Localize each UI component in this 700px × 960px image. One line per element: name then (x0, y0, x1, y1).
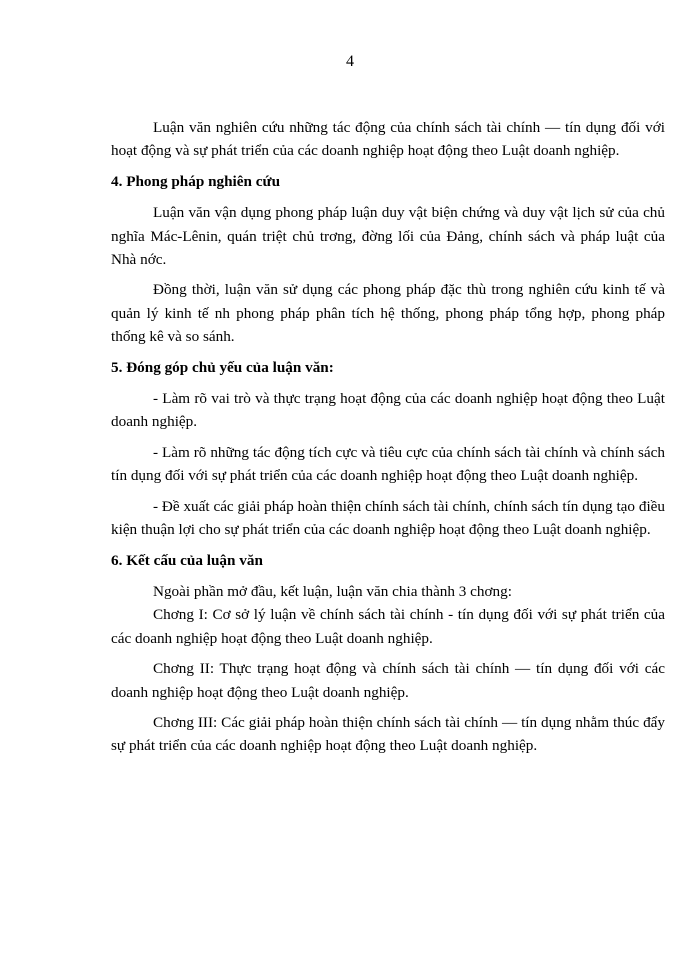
structure-intro: Ngoài phần mở đầu, kết luận, luận văn chia thành 3 chơng: (153, 582, 512, 600)
section-4-paragraph: Đồng thời, luận văn sử dụng các phong pháp đặc thù trong nghiên cứu kinh tế và quản lý kinh tế nh phong pháp phân tích hệ thống, phong pháp tổng hợp, phong pháp thống kê và so sánh. (111, 281, 665, 346)
section-4-heading: 4. Phong pháp nghiên cứu (111, 172, 281, 190)
chapter-item: Chơng II: Thực trạng hoạt động và chính sách tài chính — tín dụng đối với các doanh nghiệp hoạt động theo Luật doanh nghiệp. (111, 660, 665, 701)
contribution-item: - Đề xuất các giải pháp hoàn thiện chính sách tài chính, chính sách tín dụng tạo điều kiện thuận lợi cho sự phát triển của các doanh nghiệp hoạt động theo Luật doanh nghiệp. (111, 497, 665, 539)
contribution-item: - Làm rõ những tác động tích cực và tiêu cực của chính sách tài chính và chính sách tín dụng đối với sự phát triển của các doanh nghiệp hoạt động theo Luật doanh nghiệp. (111, 443, 665, 485)
page-content (111, 116, 665, 765)
intro-paragraph: Luận văn nghiên cứu những tác động của chính sách tài chính — tín dụng đối với hoạt động và sự phát triển của các doanh nghiệp hoạt động theo Luật doanh nghiệp. (111, 119, 665, 160)
section-4-paragraph: Luận văn vận dụng phong pháp luận duy vật biện chứng và duy vật lịch sử của chủ nghĩa Mác-Lênin, quán triệt chủ trơng, đờng lối của Đảng, chính sách và pháp luật của Nhà nớc. (111, 204, 665, 269)
chapter-item: Chơng I: Cơ sở lý luận về chính sách tài chính - tín dụng đối với sự phát triển của các doanh nghiệp hoạt động theo Luật doanh nghiệp. (111, 606, 665, 647)
section-6-heading: 6. Kết cấu của luận văn (111, 551, 263, 569)
contribution-item: - Làm rõ vai trò và thực trạng hoạt động của các doanh nghiệp hoạt động theo Luật doanh nghiệp. (111, 390, 665, 431)
page-number: 4 (346, 53, 354, 70)
chapter-item: Chơng III: Các giải pháp hoàn thiện chính sách tài chính — tín dụng nhằm thúc đẩy sự phát triển của các doanh nghiệp hoạt động theo Luật doanh nghiệp. (111, 713, 665, 755)
section-5-heading: 5. Đóng góp chủ yếu của luận văn: (111, 358, 334, 376)
